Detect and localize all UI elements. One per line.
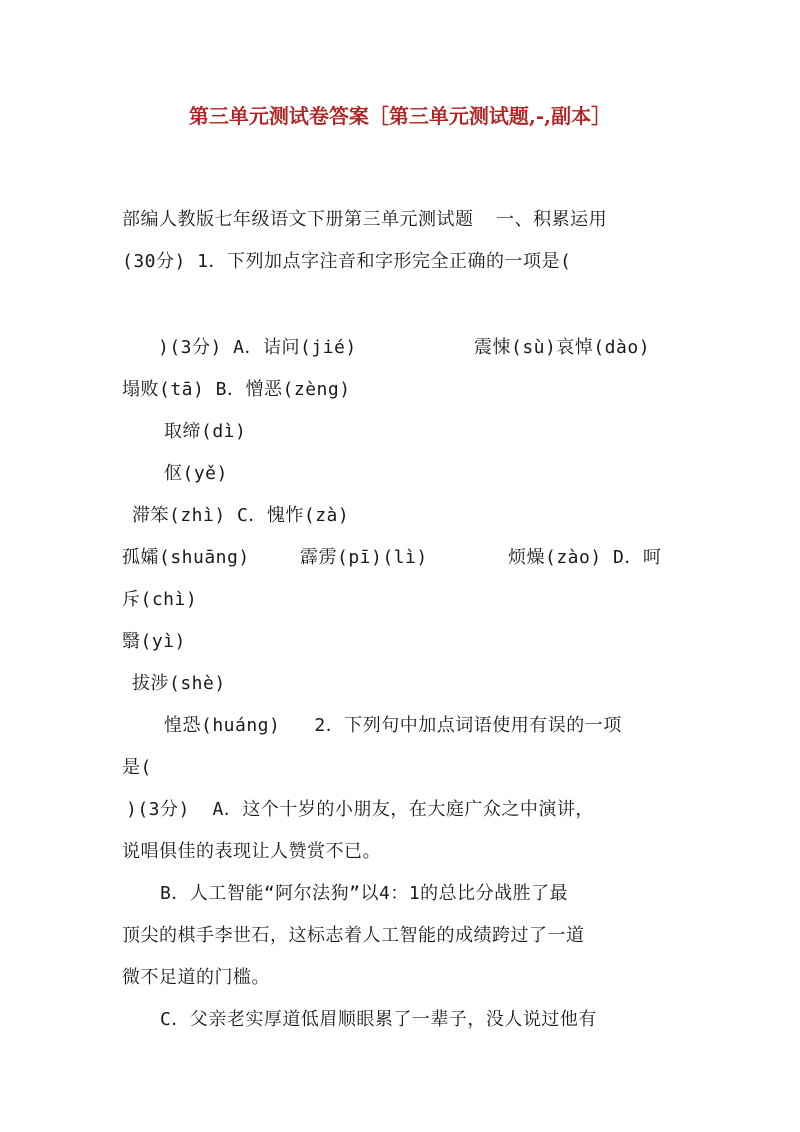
text-line: )(3分) A．诘问(jié) [158, 337, 357, 358]
text-line: 惶恐(huáng) 2．下列句中加点词语使用有误的一项 [164, 715, 622, 736]
text-line: 拔涉(shè) [132, 673, 226, 694]
text-line: 翳(yì) [122, 631, 186, 652]
text-line: 部编人教版七年级语文下册第三单元测试题 一、积累运用 [122, 209, 608, 230]
text-line: 震悚(sù)哀悼(dào) [474, 337, 651, 358]
text-line: (30分) 1．下列加点字注音和字形完全正确的一项是( [122, 251, 572, 272]
text-line: B．人工智能“阿尔法狗”以4：1的总比分战胜了最 [160, 883, 569, 904]
text-line: 顶尖的棋手李世石，这标志着人工智能的成绩跨过了一道 [122, 925, 585, 946]
text-line: 霹雳(pī)(lì) [300, 547, 428, 568]
text-line: 是( [122, 757, 152, 778]
document-title: 第三单元测试卷答案［第三单元测试题,-,副本］ [188, 104, 612, 128]
text-line: 微不足道的门槛。 [122, 967, 270, 988]
text-line: 取缔(dì) [164, 421, 247, 442]
text-line: 孤孀(shuāng) [122, 547, 250, 568]
text-line: C．父亲老实厚道低眉顺眼累了一辈子，没人说过他有 [160, 1009, 597, 1030]
text-line: 斥(chì) [122, 589, 198, 610]
text-line: )(3分) A．这个十岁的小朋友，在大庭广众之中演讲， [126, 799, 594, 820]
text-line: 说唱俱佳的表现让人赞赏不已。 [122, 841, 381, 862]
text-line: 塌败(tā) B．憎恶(zèng) [122, 379, 351, 400]
text-line: 滞笨(zhì) C．愧怍(zà) [132, 505, 350, 526]
text-line: 烦燥(zào) D．呵 [508, 547, 662, 568]
text-line: 伛(yě) [164, 463, 228, 484]
